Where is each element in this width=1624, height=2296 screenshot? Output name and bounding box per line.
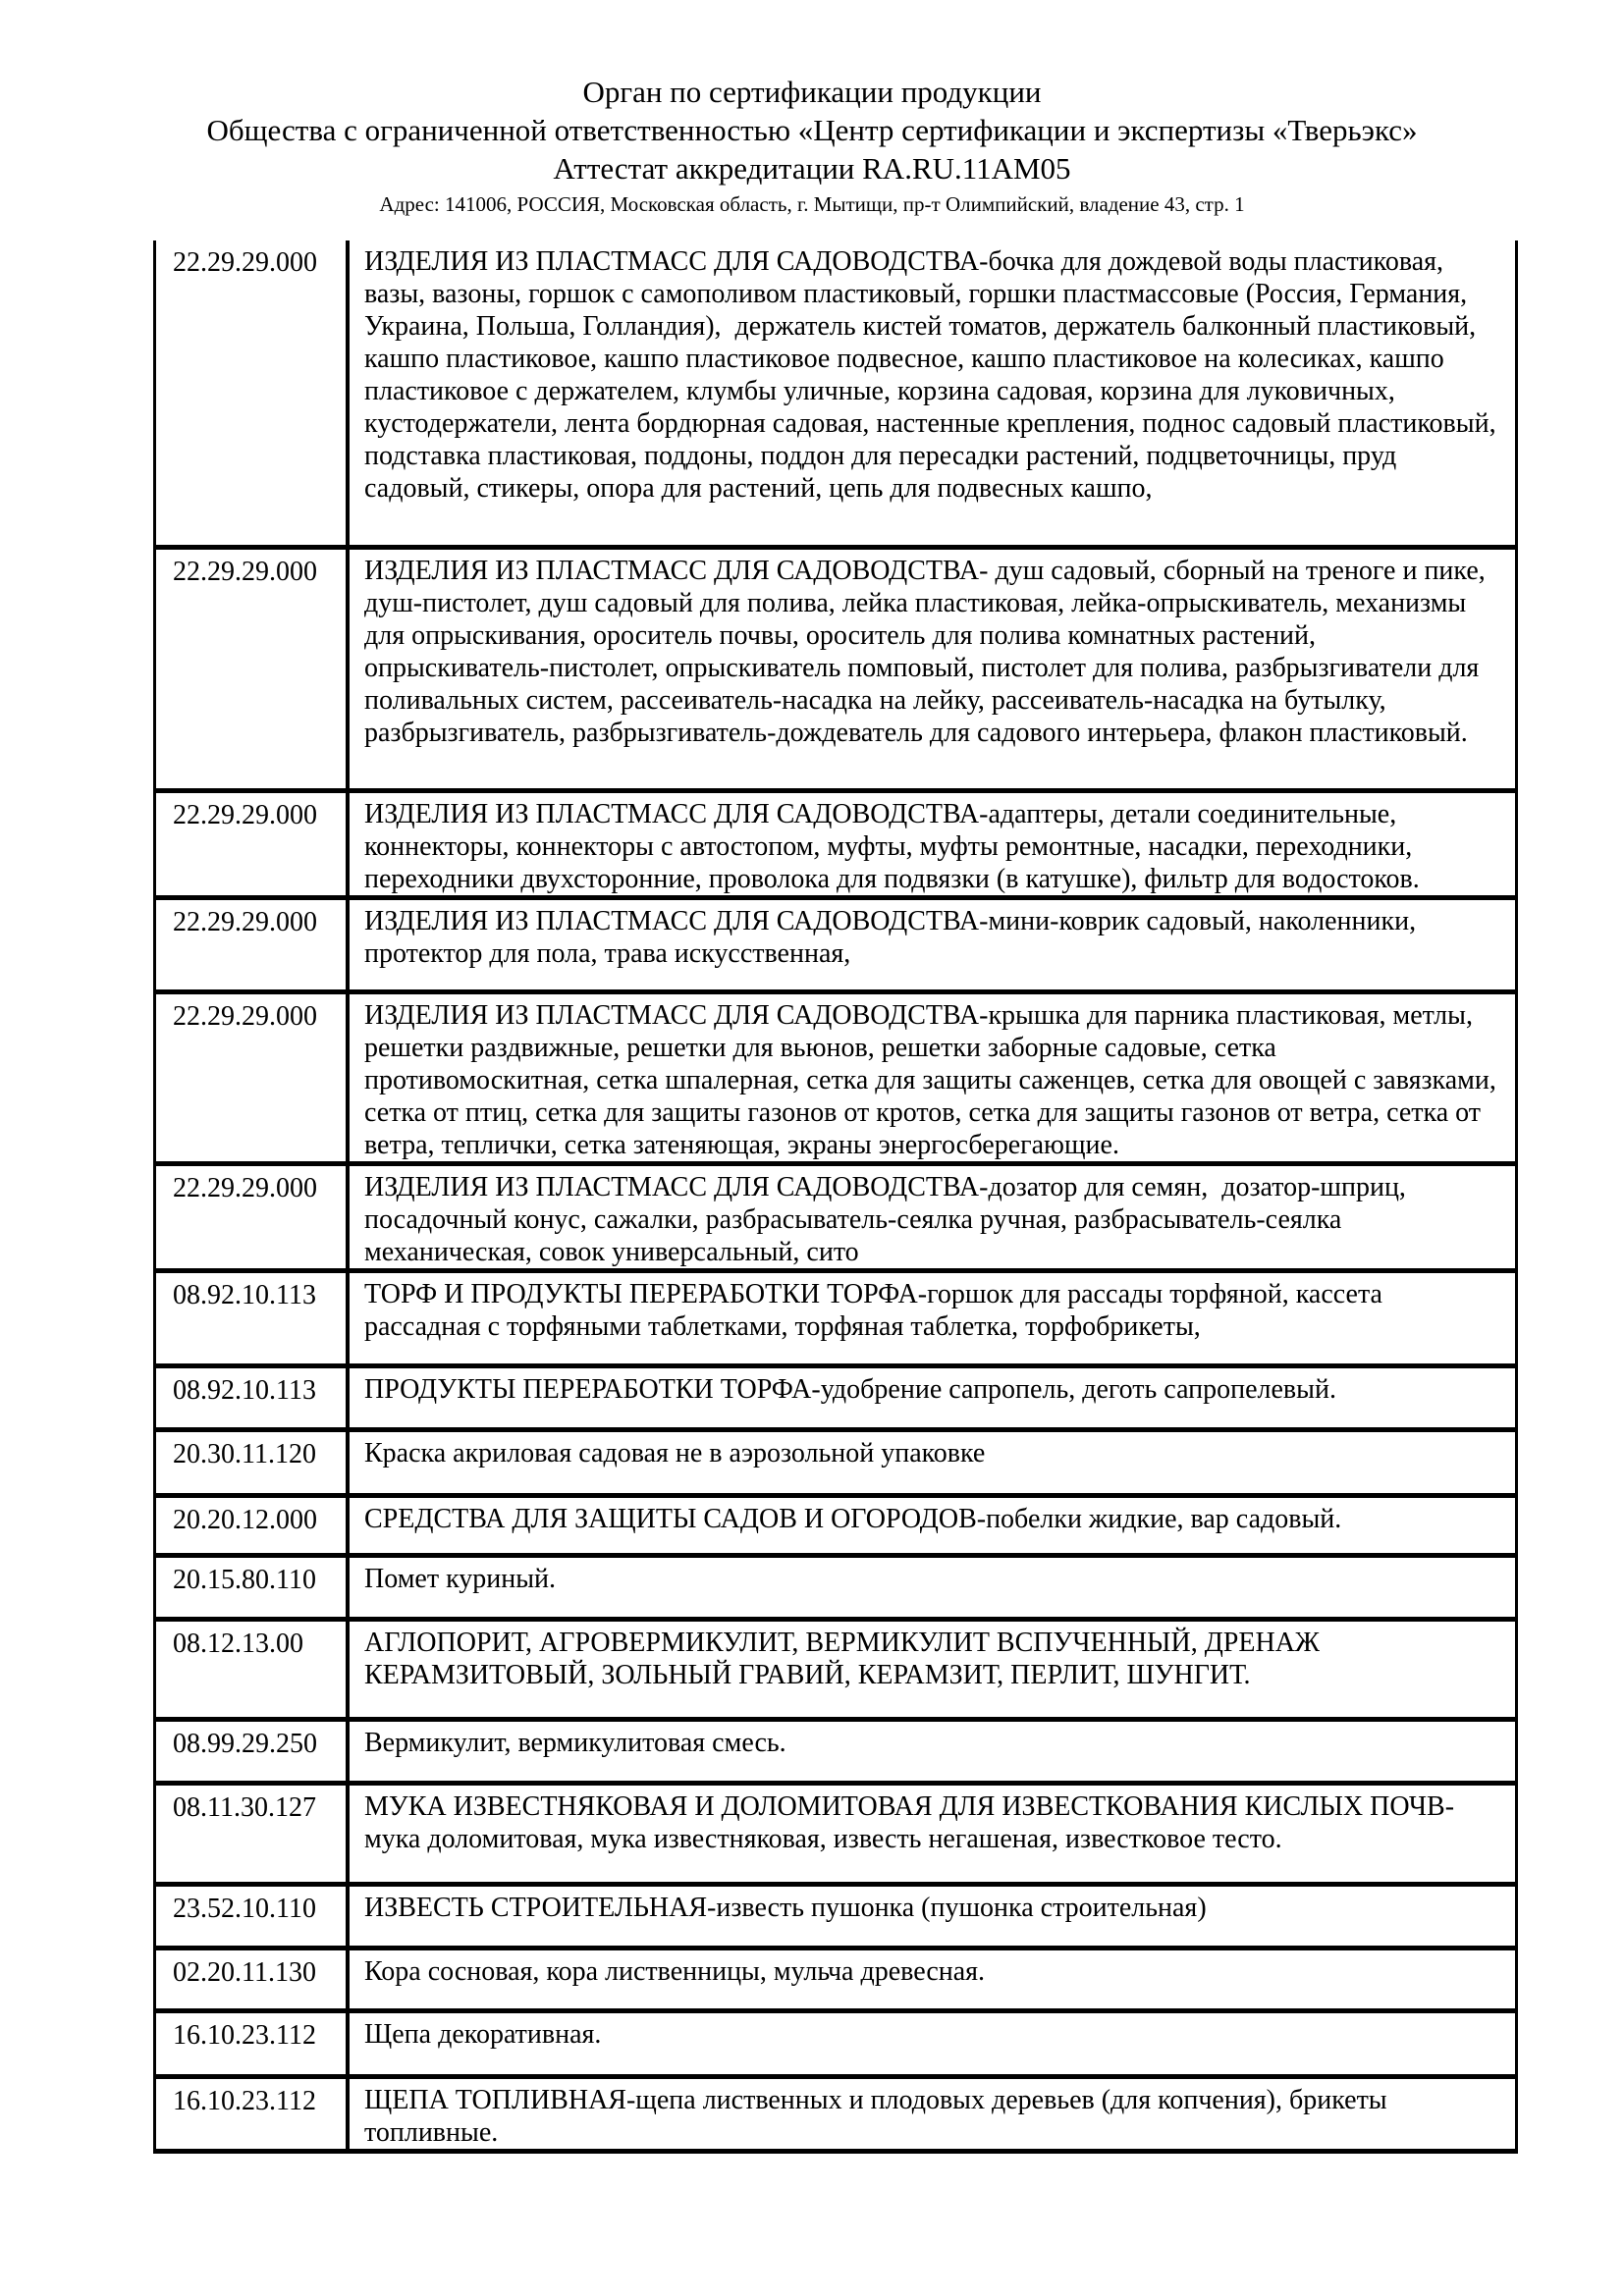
- product-code-cell: 22.29.29.000: [156, 900, 350, 989]
- table-row: [153, 900, 1518, 994]
- product-description-cell: Помет куриный.: [364, 1564, 557, 1594]
- product-description-cell: АГЛОПОРИТ, АГРОВЕРМИКУЛИТ, ВЕРМИКУЛИТ ВСПУЧЕННЫЙ, ДРЕНАЖ КЕРАМЗИТОВЫЙ, ЗОЛЬНЫЙ ГРАВИЙ, КЕРАМЗИТ, ПЕРЛИТ, ШУНГИТ.: [364, 1628, 1320, 1690]
- org-title: Орган по сертификации продукции: [582, 75, 1042, 109]
- table-row: [153, 1166, 1518, 1273]
- product-code-cell: 16.10.23.112: [156, 2079, 350, 2149]
- product-description-cell: МУКА ИЗВЕСТНЯКОВАЯ И ДОЛОМИТОВАЯ ДЛЯ ИЗВЕСТКОВАНИЯ КИСЛЫХ ПОЧВ-мука доломитовая, мука известняковая, известь негашеная, известковое тесто.: [364, 1791, 1455, 1854]
- product-code-cell: 22.29.29.000: [156, 240, 350, 545]
- product-code-cell: 08.11.30.127: [156, 1786, 350, 1882]
- product-description-cell: ИЗДЕЛИЯ ИЗ ПЛАСТМАСС ДЛЯ САДОВОДСТВА-дозатор для семян, дозатор-шприц, посадочный конус, сажалки, разбрасыватель-сеялка ручная, разбрасыватель-сеялка механическая, совок универсальный, сито: [364, 1172, 1406, 1267]
- product-description-cell: СРЕДСТВА ДЛЯ ЗАЩИТЫ САДОВ И ОГОРОДОВ-побелки жидкие, вар садовый.: [364, 1504, 1342, 1534]
- table-row: [153, 1622, 1518, 1722]
- product-description-cell: Щепа декоративная.: [364, 2019, 602, 2050]
- accreditation-number: Аттестат аккредитации RA.RU.11АМ05: [553, 151, 1071, 186]
- product-description-cell: Краска акриловая садовая не в аэрозольной упаковке: [364, 1438, 986, 1468]
- product-code-cell: 23.52.10.110: [156, 1887, 350, 1946]
- table-row: [153, 1786, 1518, 1887]
- product-description-cell: ТОРФ И ПРОДУКТЫ ПЕРЕРАБОТКИ ТОРФА-горшок для рассады торфяной, кассета рассадная с торфяными таблетками, торфяная таблетка, торфобрикеты,: [364, 1279, 1382, 1342]
- table-row: [153, 1558, 1518, 1622]
- product-code-cell: 20.30.11.120: [156, 1432, 350, 1493]
- product-code-cell: 08.99.29.250: [156, 1722, 350, 1781]
- product-description-cell: ПРОДУКТЫ ПЕРЕРАБОТКИ ТОРФА-удобрение сапропель, деготь сапропелевый.: [364, 1374, 1336, 1405]
- product-code-cell: 02.20.11.130: [156, 1950, 350, 2008]
- table-row: [153, 1498, 1518, 1558]
- product-code-cell: 22.29.29.000: [156, 994, 350, 1161]
- table-row: [153, 240, 1518, 550]
- product-description-cell: ИЗДЕЛИЯ ИЗ ПЛАСТМАСС ДЛЯ САДОВОДСТВА-крышка для парника пластиковая, метлы, решетки раздвижные, решетки для вьюнов, решетки заборные садовые, сетка противомоскитная, сетка шпалерная, сетка для защиты саженцев, сетка для овощей с завязками, сетка от птиц, сетка для защиты газонов от кротов, сетка для защиты газонов от ветра, сетка от ветра, теплички, сетка затеняющая, экраны энергосберегающие.: [364, 1000, 1496, 1160]
- table-row: [153, 1368, 1518, 1432]
- product-description-cell: Кора сосновая, кора лиственницы, мульча древесная.: [364, 1956, 986, 1987]
- product-description-cell: ЩЕПА ТОПЛИВНАЯ-щепа лиственных и плодовых деревьев (для копчения), брикеты топливные.: [364, 2085, 1387, 2148]
- company-name: Общества с ограниченной ответственностью «Центр сертификации и экспертизы «Тверьэкс»: [206, 113, 1418, 147]
- address-line: Адрес: 141006, РОССИЯ, Московская область, г. Мытищи, пр-т Олимпийский, владение 43, стр. 1: [379, 192, 1245, 216]
- table-row: [153, 994, 1518, 1166]
- product-code-cell: 08.92.10.113: [156, 1273, 350, 1363]
- product-code-cell: 20.15.80.110: [156, 1558, 350, 1617]
- table-row: [153, 1722, 1518, 1786]
- table-row: [153, 793, 1518, 900]
- table-row: [153, 1887, 1518, 1950]
- product-description-cell: ИЗДЕЛИЯ ИЗ ПЛАСТМАСС ДЛЯ САДОВОДСТВА-адаптеры, детали соединительные, коннекторы, коннекторы с автостопом, муфты, муфты ремонтные, насадки, переходники, переходники двухсторонние, проволока для подвязки (в катушке), фильтр для водостоков.: [364, 799, 1420, 894]
- product-code-cell: 08.92.10.113: [156, 1368, 350, 1427]
- product-code-cell: 22.29.29.000: [156, 793, 350, 895]
- table-row: [153, 1432, 1518, 1498]
- product-description-cell: ИЗДЕЛИЯ ИЗ ПЛАСТМАСС ДЛЯ САДОВОДСТВА- душ садовый, сборный на треноге и пике, душ-пистолет, душ садовый для полива, лейка пластиковая, лейка-опрыскиватель, механизмы для опрыскивания, ороситель почвы, ороситель для полива комнатных растений, опрыскиватель-пистолет, опрыскиватель помповый, пистолет для полива, разбрызгиватели для поливальных систем, рассеиватель-насадка на лейку, рассеиватель-насадка на бутылку, разбрызгиватель, разбрызгиватель-дождеватель для садового интерьера, флакон пластиковый.: [364, 556, 1486, 748]
- product-code-cell: 16.10.23.112: [156, 2013, 350, 2074]
- table-row: [153, 550, 1518, 793]
- product-description-cell: Вермикулит, вермикулитовая смесь.: [364, 1728, 786, 1758]
- product-description-cell: ИЗВЕСТЬ СТРОИТЕЛЬНАЯ-известь пушонка (пушонка строительная): [364, 1893, 1207, 1923]
- product-code-cell: 22.29.29.000: [156, 550, 350, 788]
- product-code-cell: 08.12.13.00: [156, 1622, 350, 1717]
- products-table: [153, 240, 1518, 2154]
- product-code-cell: 20.20.12.000: [156, 1498, 350, 1553]
- product-code-cell: 22.29.29.000: [156, 1166, 350, 1268]
- table-row: [153, 1273, 1518, 1368]
- product-description-cell: ИЗДЕЛИЯ ИЗ ПЛАСТМАСС ДЛЯ САДОВОДСТВА-мини-коврик садовый, наколенники, протектор для пола, трава искусственная,: [364, 906, 1417, 969]
- table-row: [153, 2079, 1518, 2154]
- table-row: [153, 2013, 1518, 2079]
- document-header: [0, 0, 1624, 221]
- product-description-cell: ИЗДЕЛИЯ ИЗ ПЛАСТМАСС ДЛЯ САДОВОДСТВА-бочка для дождевой воды пластиковая, вазы, вазоны, горшок с самополивом пластиковый, горшки пластмассовые (Россия, Германия, Украина, Польша, Голландия), держатель кистей томатов, держатель балконный пластиковый, кашпо пластиковое, кашпо пластиковое подвесное, кашпо пластиковое на колесиках, кашпо пластиковое с держателем, клумбы уличные, корзина садовая, корзина для луковичных, кустодержатели, лента бордюрная садовая, настенные крепления, поднос садовый пластиковый, подставка пластиковая, поддоны, поддон для пересадки растений, подцветочницы, пруд садовый, стикеры, опора для растений, цепь для подвесных кашпо,: [364, 246, 1496, 504]
- table-row: [153, 1950, 1518, 2013]
